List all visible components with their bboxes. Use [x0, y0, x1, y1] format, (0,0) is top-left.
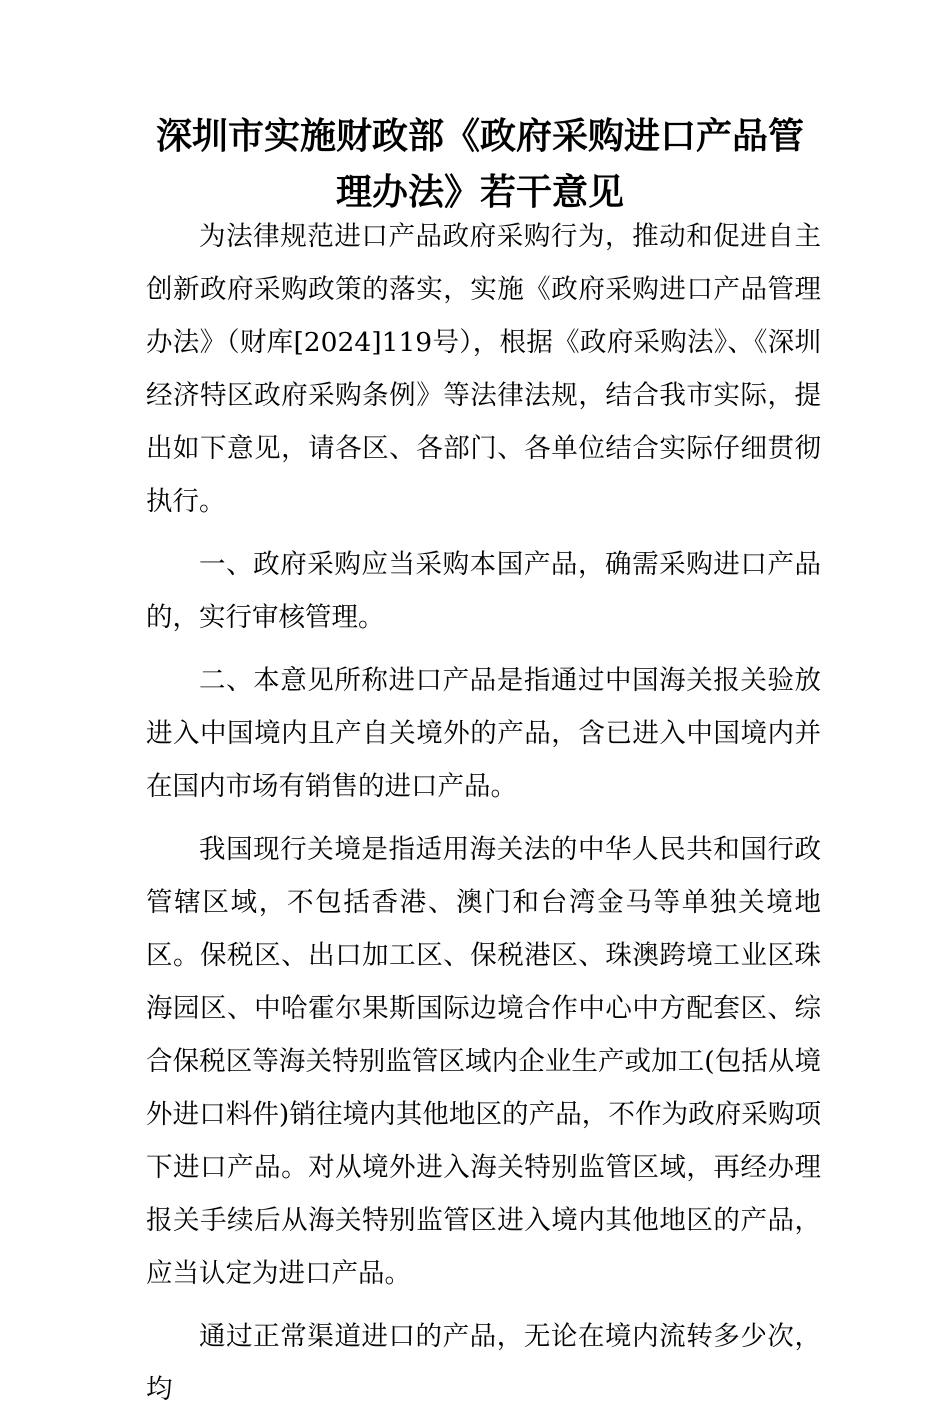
paragraph-item-2: 二、本意见所称进口产品是指通过中国海关报关验放进入中国境内且产自关境外的产品，含已进入中国境内并在国内市场有销售的进口产品。 [146, 665, 821, 802]
paragraph-intro: 为法律规范进口产品政府采购行为，推动和促进自主创新政府采购政策的落实，实施《政府采购进口产品管理办法》（财库[2024]119号），根据《政府采购法》、《深圳经济特区政府采购条例》等法律法规，结合我市实际，提出如下意见，请各区、各部门、各单位结合实际仔细贯彻执行。 [146, 221, 821, 517]
document-body [146, 210, 821, 1416]
document-title: 深圳市实施财政部《政府采购进口产品管理办法》若干意见 [155, 115, 804, 213]
paragraph-customs-territory: 我国现行关境是指适用海关法的中华人民共和国行政管辖区域，不包括香港、澳门和台湾金马等单独关境地区。保税区、出口加工区、保税港区、珠澳跨境工业区珠海园区、中哈霍尔果斯国际边境合作中心中方配套区、综合保税区等海关特别监管区域内企业生产或加工(包括从境外进口料件)销往境内其他地区的产品，不作为政府采购项下进口产品。对从境外进入海关特别监管区域，再经办理报关手续后从海关特别监管区进入境内其他地区的产品，应当认定为进口产品。 [146, 834, 821, 1289]
paragraph-normal-channel: 通过正常渠道进口的产品，无论在境内流转多少次，均 [146, 1321, 821, 1405]
paragraph-item-1: 一、政府采购应当采购本国产品，确需采购进口产品的，实行审核管理。 [146, 549, 821, 633]
